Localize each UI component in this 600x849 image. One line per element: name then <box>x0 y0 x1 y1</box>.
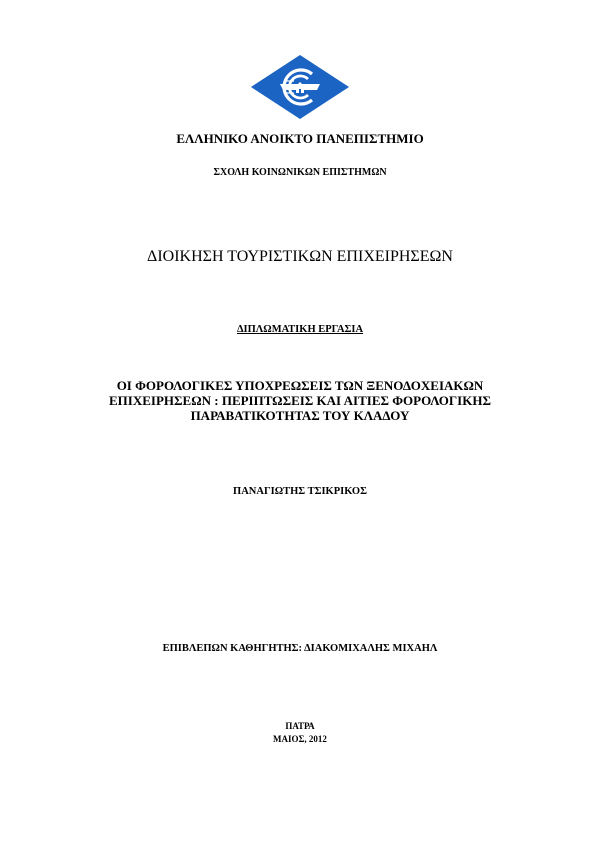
date: ΜΑΙΟΣ, 2012 <box>273 734 327 744</box>
document-type: ΔΙΠΛΩΜΑΤΙΚΗ ΕΡΓΑΣΙΑ <box>236 324 364 335</box>
thesis-title-line-1: ΟΙ ΦΟΡΟΛΟΓΙΚΕΣ ΥΠΟΧΡΕΩΣΕΙΣ ΤΩΝ ΞΕΝΟΔΟΧΕΙΑΚΩΝ <box>116 378 484 393</box>
supervisor: ΕΠΙΒΛΕΠΩΝ ΚΑΘΗΓΗΤΗΣ: ΔΙΑΚΟΜΙΧΑΛΗΣ ΜΙΧΑΗΛ <box>162 643 438 654</box>
program-name: ΔΙΟΙΚΗΣΗ ΤΟΥΡΙΣΤΙΚΩΝ ΕΠΙΧΕΙΡΗΣΕΩΝ <box>147 248 453 265</box>
thesis-title-line-3: ΠΑΡΑΒΑΤΙΚΟΤΗΤΑΣ ΤΟΥ ΚΛΑΔΟΥ <box>190 408 410 423</box>
thesis-title <box>0 378 600 423</box>
university-name: ΕΛΛΗΝΙΚΟ ΑΝΟΙΚΤΟ ΠΑΝΕΠΙΣΤΗΜΙΟ <box>176 131 424 146</box>
thesis-title-line-2: ΕΠΙΧΕΙΡΗΣΕΩΝ : ΠΕΡΙΠΤΩΣΕΙΣ ΚΑΙ ΑΙΤΙΕΣ ΦΟΡΟΛΟΓΙΚΗΣ <box>109 393 491 408</box>
place: ΠΑΤΡΑ <box>285 721 315 731</box>
university-logo-icon <box>250 54 350 120</box>
author-name: ΠΑΝΑΓΙΩΤΗΣ ΤΣΙΚΡΙΚΟΣ <box>233 486 367 497</box>
school-name: ΣΧΟΛΗ ΚΟΙΝΩΝΙΚΩΝ ΕΠΙΣΤΗΜΩΝ <box>213 167 387 178</box>
